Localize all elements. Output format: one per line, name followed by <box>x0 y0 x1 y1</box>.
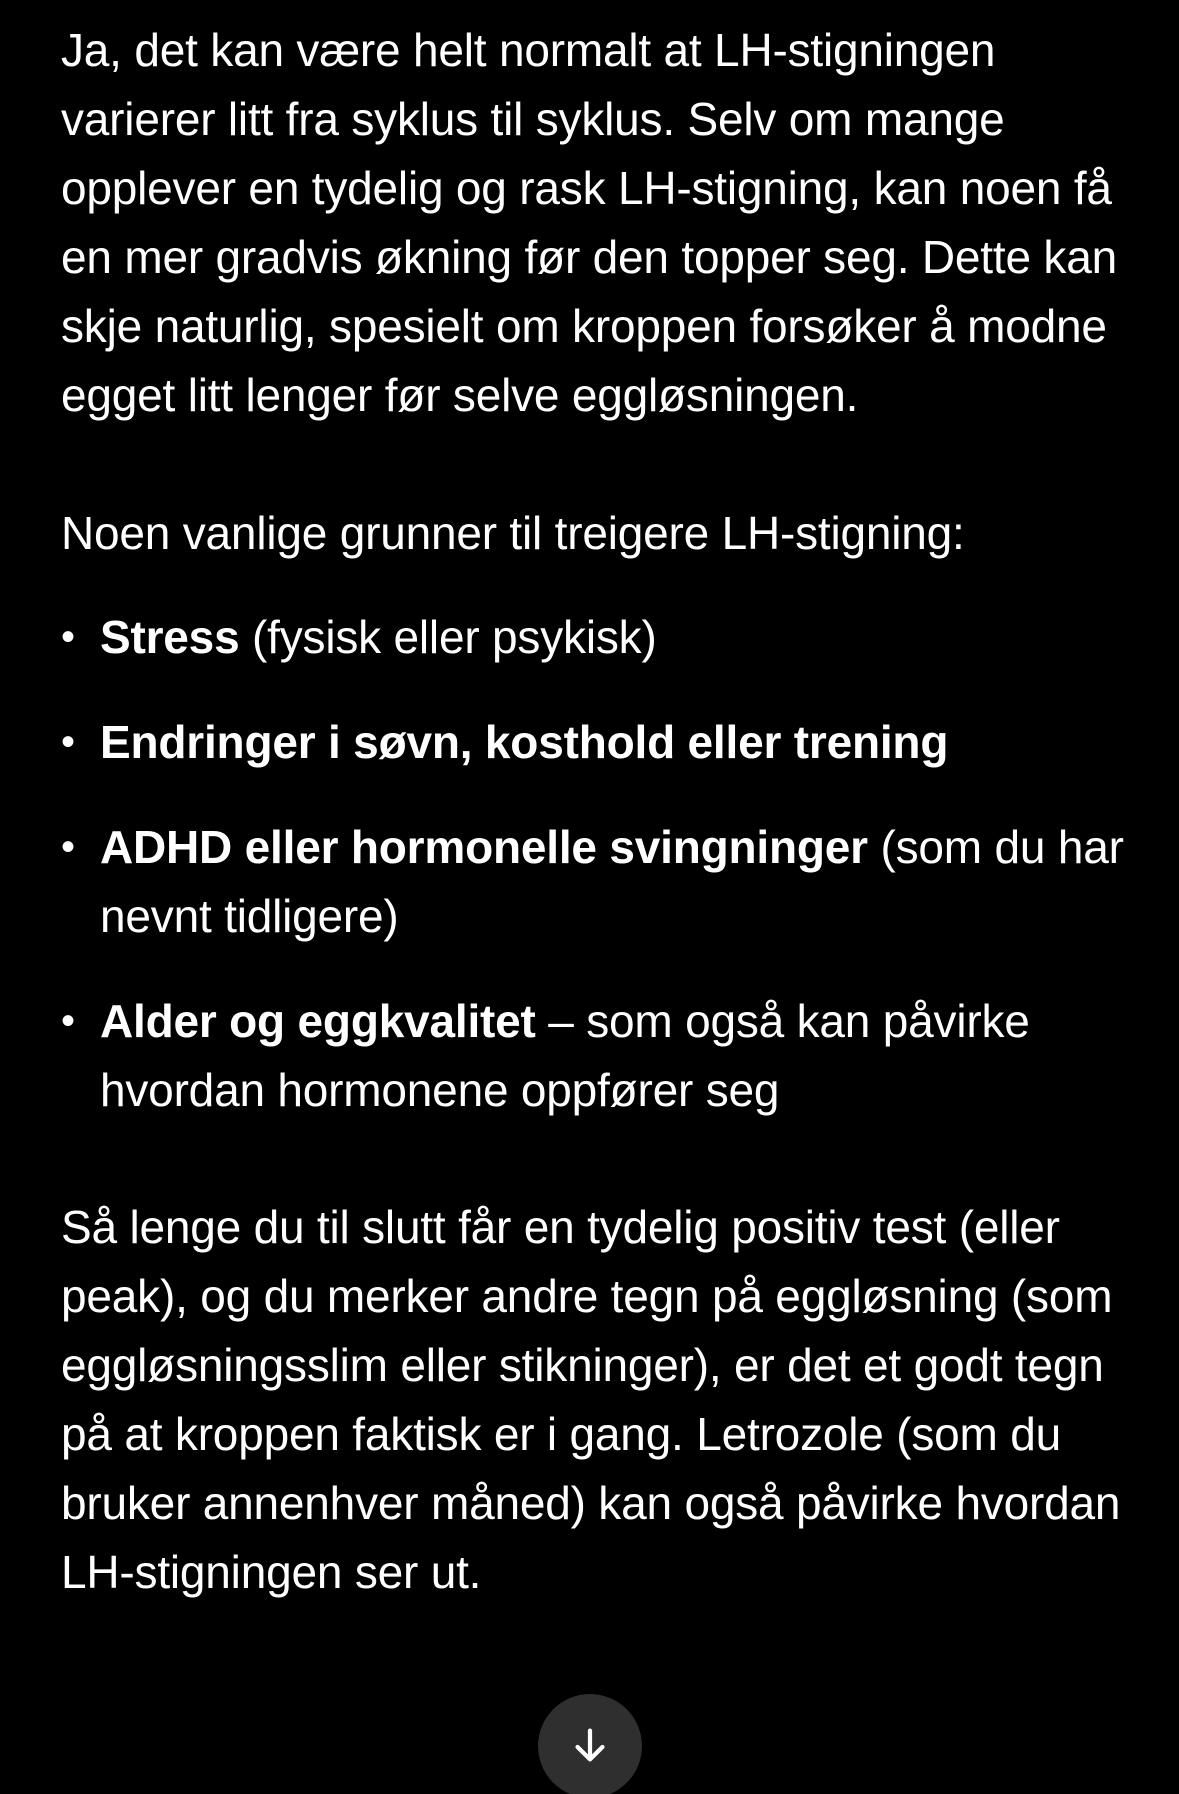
reason-detail: (fysisk eller psykisk) <box>239 611 657 663</box>
list-item <box>61 603 1131 672</box>
list-item <box>61 708 1131 777</box>
reason-bold: Alder og eggkvalitet <box>100 995 536 1047</box>
arrow-down-icon <box>567 1723 613 1769</box>
bullet: • <box>61 720 75 764</box>
bullet: • <box>61 615 75 659</box>
intro-paragraph: Ja, det kan være helt normalt at LH-stigningen varierer litt fra syklus til syklus. Selv om mange opplever en tydelig og rask LH-stigning, kan noen få en mer gradvis økning før den topper seg. Dette kan skje naturlig, spesielt om kroppen forsøker å modne egget litt lenger før selve eggløsningen. <box>61 24 1117 421</box>
list-heading: Noen vanlige grunner til treigere LH-stigning: <box>61 507 965 559</box>
reason-bold: ADHD eller hormonelle svingninger <box>100 821 868 873</box>
closing-paragraph: Så lenge du til slutt får en tydelig positiv test (eller peak), og du merker andre tegn på eggløsning (som eggløsningsslim eller stikninger), er det et godt tegn på at kroppen faktisk er i gang. Letrozole (som du bruker annenhver måned) kan også påvirke hvordan LH-stigningen ser ut. <box>61 1201 1121 1598</box>
list-item <box>61 987 1131 1125</box>
reason-detail: (som du har nevnt tidligere) <box>100 821 1124 942</box>
bullet: • <box>61 999 75 1043</box>
reasons-list <box>61 603 1131 1125</box>
scroll-to-bottom-button[interactable] <box>538 1694 642 1794</box>
list-item <box>61 813 1131 951</box>
bullet: • <box>61 825 75 869</box>
reason-bold: Endringer i søvn, kosthold eller trening <box>100 716 949 768</box>
reason-bold: Stress <box>100 611 240 663</box>
assistant-message <box>61 16 1131 1607</box>
reason-detail: – som også kan påvirke hvordan hormonene oppfører seg <box>100 995 1030 1116</box>
